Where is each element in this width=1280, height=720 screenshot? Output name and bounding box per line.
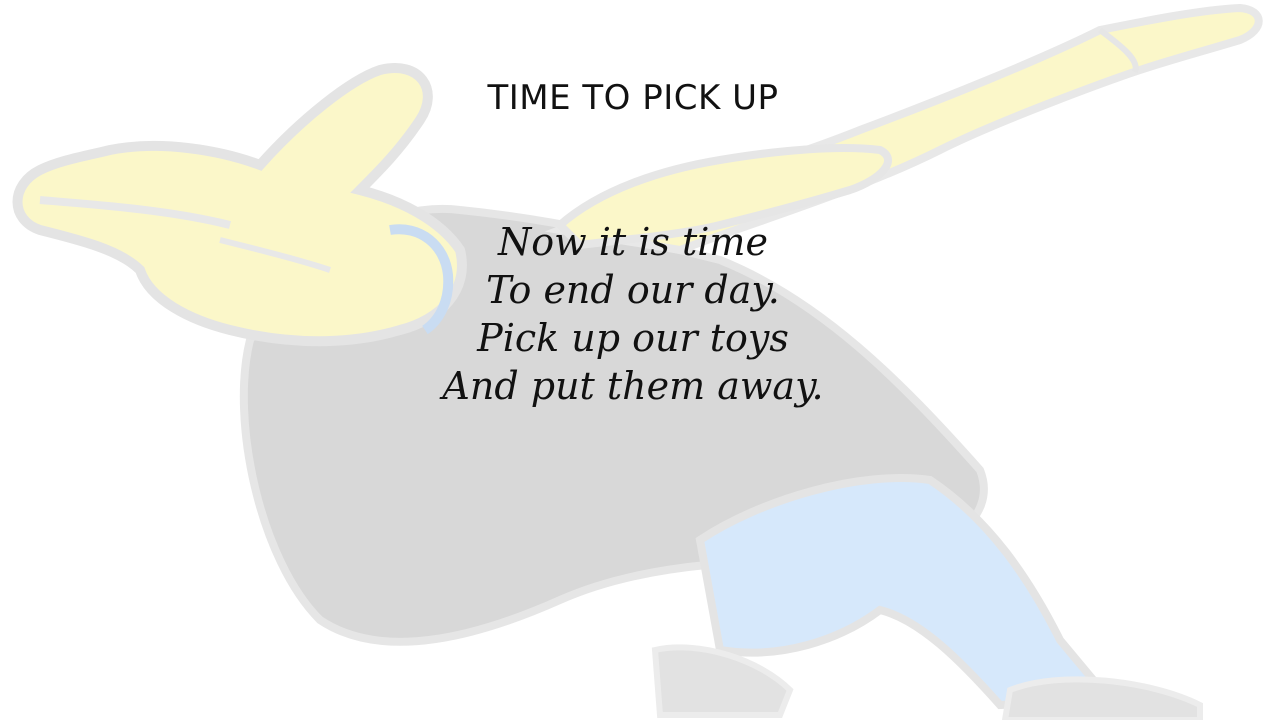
poem-line: And put them away.: [442, 364, 824, 408]
poem-line: Now it is time: [498, 220, 768, 264]
poem-line: To end our day.: [486, 268, 780, 312]
character-shoes: [655, 647, 1200, 720]
slide-title: TIME TO PICK UP: [487, 78, 779, 118]
poem-line: Pick up our toys: [477, 316, 789, 360]
poem: [0, 218, 1266, 410]
